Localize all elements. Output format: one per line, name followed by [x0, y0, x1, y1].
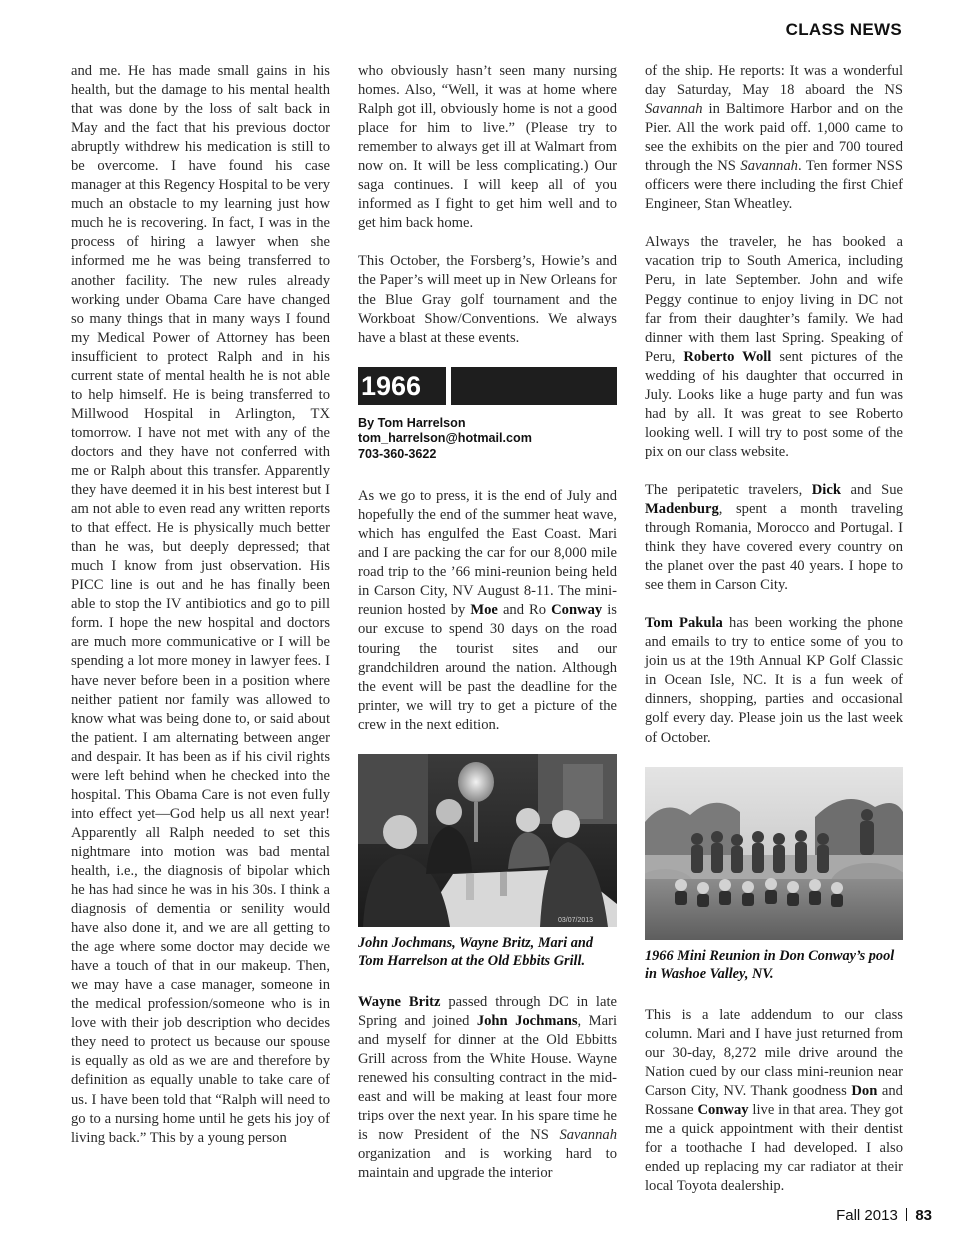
name-highlight: Wayne Britz [358, 993, 441, 1010]
page-footer [836, 1207, 932, 1224]
banner-bar [451, 367, 617, 405]
paragraph: The peripatetic travelers, Dick and Sue Madenburg, spent a month traveling through Romania, Morocco and Portugal. I think they have covered every country on the planet over the past 40 years. I hope to see them in Carson City. [645, 481, 903, 594]
footer-divider [906, 1208, 908, 1221]
class-year-banner [358, 367, 617, 405]
dinner-photo [358, 754, 617, 927]
reunion-photo [645, 767, 903, 940]
paragraph: who obviously hasn’t seen many nursing homes. Also, “Well, it was at home where Ralph got ill, obviously home is not a good place for him to live.” (Please try to remember to always get ill at Walmart from now on. It will be less complicating.) Our saga continues. I will keep all of you informed as I fight to get him well and to get him back home. [358, 63, 617, 232]
photo-date-stamp: 03/07/2013 [558, 916, 594, 924]
name-highlight: Don [851, 1082, 878, 1099]
byline [358, 416, 617, 463]
name-highlight: Madenburg [645, 500, 719, 517]
name-highlight: Conway [697, 1101, 749, 1118]
byline-name: By Tom Harrelson [358, 415, 466, 430]
column-2 [358, 62, 617, 1202]
paragraph: This is a late addendum to our class column. Mari and I have just returned from our 30-day, 8,272 mile drive around the Nation cued by our class mini-reunion near Carson City, NV. Thank goodness Don and Rossane Conway live in that area. They got me a quick appointment with their dentist for a toothache I had developed. I also ended up replacing my car radiator at their local Toyota dealership. [645, 1006, 903, 1194]
paragraph: of the ship. He reports: It was a wonderful day Saturday, May 18 aboard the NS Savannah in Baltimore Harbor and on the Pier. All the work paid off. 1,000 came to see the exhibits on the pier and 700 toured through the NS Savannah. Ten former NSS officers were there including the first Chief Engineer, Stan Wheatley. [645, 63, 903, 213]
page-number: 83 [915, 1207, 932, 1224]
byline-email: tom_harrelson@hotmail.com [358, 431, 532, 446]
name-highlight: Roberto Woll [683, 348, 772, 365]
paragraph: Always the traveler, he has booked a vacation trip to South America, including Peru, in late September. John and wife Peggy continue to enjoy living in DC not far from their daughter’s family. We had dinner with them last Spring. Speaking of Peru, Roberto Woll sent pictures of the wedding of his daughter that occurred in July. Looks like a huge party and fun was had by all. It was great to see Roberto looking well. I will try to post some of the pix on our class website. [645, 234, 903, 460]
name-highlight: John Jochmans [476, 1012, 578, 1029]
paragraph: This October, the Forsberg’s, Howie’s and the Paper’s will meet up in New Orleans for the Blue Gray golf tournament and the Workboat Show/Conventions. We always have a blast at these events. [358, 253, 617, 346]
paragraph: As we go to press, it is the end of July and hopefully the end of the summer heat wave, which has engulfed the East Coast. Mari and I are packing the car for our 8,000 mile road trip to the ’66 mini-reunion being held in Carson City, NV August 8-11. The mini-reunion hosted by Moe and Ro Conway is our excuse to spend 30 days on the road touring the tourist sites and our grandchildren around the nation. Although the event will be past the deadline for the printer, we will try to get a picture of the crew in the next edition. [358, 488, 617, 733]
name-highlight: Moe [470, 602, 498, 619]
photo-caption: John Jochmans, Wayne Britz, Mari and Tom Harrelson at the Old Ebbits Grill. [358, 934, 594, 970]
name-highlight: Dick [811, 481, 841, 498]
name-highlight: Tom Pakula [645, 615, 723, 632]
column-1 [71, 62, 330, 1167]
class-year: 1966 [358, 367, 446, 405]
byline-phone: 703-360-3622 [358, 446, 437, 461]
paragraph: Wayne Britz passed through DC in late Spring and joined John Jochmans, Mari and myself for dinner at the Old Ebbitts Grill across from the White House. Wayne renewed his consulting contract in the mid-east and will be making at least four more trips over the next year. In his spare time he is now President of the NS Savannah organization and is working hard to maintain and upgrade the interior [358, 993, 617, 1182]
section-label: CLASS NEWS [785, 20, 902, 39]
name-highlight: Conway [551, 602, 603, 619]
column-3 [645, 62, 903, 1215]
paragraph: Tom Pakula has been working the phone and emails to try to entice some of you to join us at the 19th Annual KP Golf Classic in Ocean Isle, NC. It is a fun week of dinners, shopping, parties and occasional golf every day. Please join us the last week of October. [645, 615, 903, 746]
paragraph: and me. He has made small gains in his health, but the damage to his mental health that was done by the loss of salt back in May and the fact that his previous doctor abruptly withdrew his medication is still to be overcome. I have found his case manager at this Regency Hospital to be very much an obstacle to my learning just how much he is recovering. In fact, I was in the process of hiring a lawyer when she informed me he was being transferred to another facility. The new rules already working under Obama Care have changed so many things that in many ways I found my Medical Power of Attorney has been insufficient to protect Ralph and in his current state of mental health he is not able to help himself. He is being transferred to Millwood Hospital in Arlington, TX tomorrow. I have not met with any of the doctors and they have not conferred with me or Ralph about this transfer. Apparently they have deemed it in his best interest but I am not able to even read any written reports to that effect. He is physically much better than he was, but deeply depressed; that much I know from just observation. His PICC line is out and he has finally been able to stop the IV antibiotics and go to pill form. I hope the new hospital and doctors are much more communicative or I will be spending a lot more money in lawyer fees. I have never before been in a position where neither patient nor family was allowed to know what was being done to, or said about the patient. I am alternating between anger and despair. It has been as if his civil rights were left behind when he checked into the hospital. This Obama Care is not even fully into effect yet—God help us all next year! Apparently all Ralph needed to set this nightmare into motion was bad mental health, i.e., the diagnosis of bipolar which he has had since he was in his 30s. I think a diagnosis of dementia or senility would have also done it, and we are all getting to the age where some doctor may decide we have a touch of that in our makeup. Then, we may have a case manager, someone in the medical profession/someone who is in love with their job description who decides they need to protect us because our spouse is equally as old as we are and therefore by definition as equally unable to take care of us. I have been told that “Ralph will need to go to a nursing home until he gets his joy of living back.” This by a young person [71, 63, 330, 1146]
issue-label: Fall 2013 [836, 1207, 898, 1224]
photo-caption: 1966 Mini Reunion in Don Conway’s pool in Washoe Valley, NV. [645, 947, 895, 983]
